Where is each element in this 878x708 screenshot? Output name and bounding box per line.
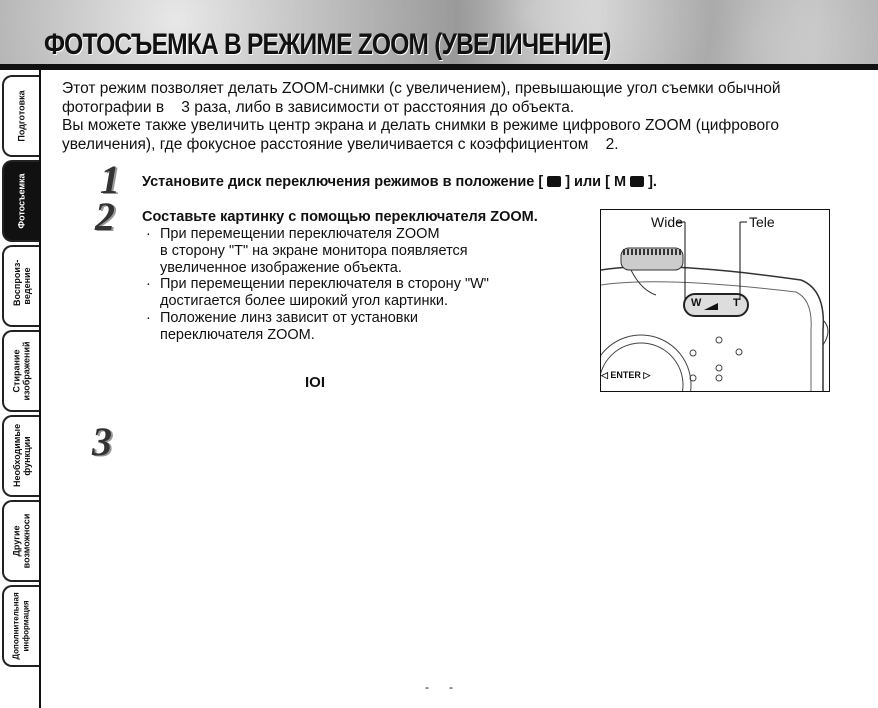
step-2-bullets [146,226,489,344]
enter-label: ◁ ENTER ▷ [601,370,651,380]
bullet-text: в сторону "T" на экране монитора появляется [160,242,468,259]
bullet: · При перемещении переключателя ZOOM [146,226,489,243]
step-2-title: Составьте картинку с помощью переключателя ZOOM. [142,209,538,225]
tab-label: Воспроиз- ведение [11,259,32,306]
camera-zoom-illustration [600,209,830,392]
step-number-2: 2 [95,194,115,239]
intro-text [62,80,842,154]
tab-label: Фотосъемка [16,173,27,229]
step-1-text: ] или [ M [565,174,627,190]
step-1-title [142,174,657,190]
bullet: · При перемещении переключателя в сторону "W" [146,276,489,293]
step-1-text: Установите диск переключения режимов в положение [ [142,174,544,190]
page-title: ФОТОСЪЕМКА В РЕЖИМЕ ZOOM (УВЕЛИЧЕНИЕ) [44,28,611,61]
tab-label: Подготовка [16,90,27,142]
camera-drawing [601,210,830,392]
header-banner [0,0,878,64]
intro-line: Вы можете также увеличить центр экрана и делать снимки в режиме цифрового ZOOM (цифрового [62,117,780,134]
tab-erasing[interactable] [2,330,39,412]
intro-line: Этот режим позволяет делать ZOOM-снимки (с увеличением), превышающие угол съемки обычной [62,80,781,97]
tab-additional[interactable] [2,585,39,667]
step-1-text: ]. [648,174,657,190]
t-label: T [733,297,740,309]
display-icon: IOI [305,374,326,391]
step-number-3: 3 [92,419,112,464]
wide-label: Wide [651,214,683,230]
bullet-cont: переключателя ZOOM. [160,326,315,343]
tab-label: Стирание изображений [11,341,32,401]
bullet-cont: достигается более широкий угол картинки. [160,293,448,310]
tab-functions[interactable] [2,415,39,497]
tab-playback[interactable] [2,245,39,327]
tele-label: Tele [749,214,775,230]
intro-line: увеличения), где фокусное расстояние увеличивается с коэффициентом 2. [62,135,619,153]
bullet: · Положение линз зависит от установки [146,310,489,327]
tab-label: Другие возможноси [11,513,32,569]
tab-preparation[interactable] [2,75,39,157]
tab-label: Необходимые функции [11,423,32,487]
camera-icon [547,176,561,187]
camera-manual-icon [630,176,644,187]
bullet-cont: увеличенное изображение объекта. [160,259,402,276]
bullet-cont [146,243,489,260]
step-number-1: 1 [100,157,120,202]
sidebar-divider [39,70,41,708]
intro-line: фотографии в 3 раза, либо в зависимости от расстояния до объекта. [62,98,575,116]
header-divider [0,64,878,70]
tab-other[interactable] [2,500,39,582]
tab-photography[interactable] [2,160,39,242]
w-label: W [691,297,702,309]
page-number: - - [425,680,453,694]
tab-label: Дополнительная информация [11,592,31,660]
